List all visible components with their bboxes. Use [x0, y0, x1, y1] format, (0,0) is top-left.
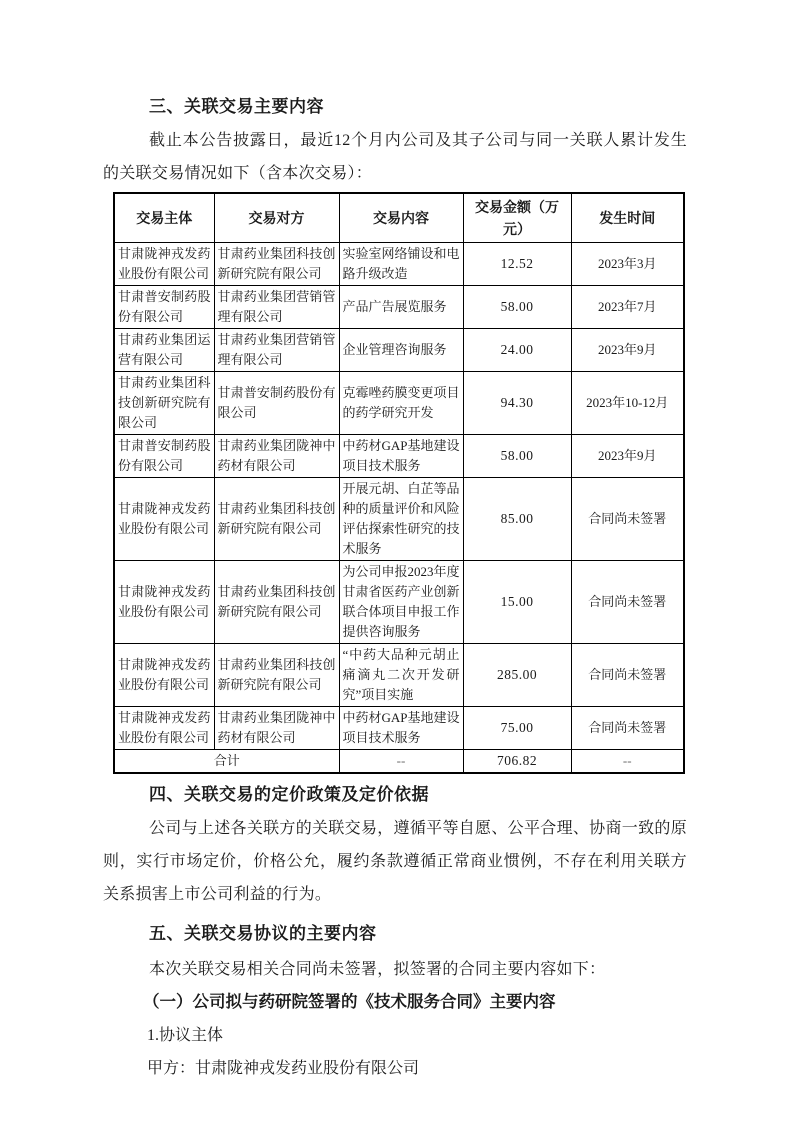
cell-subject: 甘肃药业集团运营有限公司	[114, 329, 214, 372]
cell-amount: 58.00	[463, 286, 571, 329]
cell-time: 合同尚未签署	[571, 478, 684, 561]
table-row	[114, 707, 684, 750]
cell-counterparty: 甘肃药业集团科技创新研究院有限公司	[214, 561, 339, 644]
cell-amount: 85.00	[463, 478, 571, 561]
table-row	[114, 561, 684, 644]
cell-amount: 24.00	[463, 329, 571, 372]
cell-subject: 甘肃陇神戎发药业股份有限公司	[114, 478, 214, 561]
cell-counterparty: 甘肃药业集团科技创新研究院有限公司	[214, 243, 339, 286]
cell-amount: 58.00	[463, 435, 571, 478]
section-5-paragraph: 本次关联交易相关合同尚未签署，拟签署的合同主要内容如下：	[149, 961, 606, 978]
cell-subject: 甘肃陇神戎发药业股份有限公司	[114, 707, 214, 750]
cell-counterparty: 甘肃药业集团陇神中药材有限公司	[214, 707, 339, 750]
cell-subject: 甘肃药业集团科技创新研究院有限公司	[114, 372, 214, 435]
header-cell-time: 发生时间	[571, 193, 684, 243]
section-4-heading: 四、关联交易的定价政策及定价依据	[149, 785, 429, 804]
cell-content: 为公司申报2023年度甘肃省医药产业创新联合体项目申报工作提供咨询服务	[339, 561, 463, 644]
section-5-heading: 五、关联交易协议的主要内容	[149, 924, 377, 943]
section-3-heading: 三、关联交易主要内容	[149, 97, 324, 116]
cell-time: 2023年9月	[571, 329, 684, 372]
cell-amount: 75.00	[463, 707, 571, 750]
cell-amount: 15.00	[463, 561, 571, 644]
item-1-label: 1.协议主体	[147, 1027, 224, 1044]
cell-time: 2023年3月	[571, 243, 684, 286]
cell-counterparty: 甘肃药业集团营销管理有限公司	[214, 329, 339, 372]
cell-counterparty: 甘肃药业集团陇神中药材有限公司	[214, 435, 339, 478]
cell-time: 合同尚未签署	[571, 644, 684, 707]
cell-amount: 285.00	[463, 644, 571, 707]
cell-content: 企业管理咨询服务	[339, 329, 463, 372]
related-transactions-table	[113, 192, 685, 774]
table-row	[114, 286, 684, 329]
table-total-row	[114, 750, 684, 774]
table-row	[114, 329, 684, 372]
table-row	[114, 478, 684, 561]
table-row	[114, 644, 684, 707]
table-row	[114, 243, 684, 286]
table-row	[114, 435, 684, 478]
cell-content: 产品广告展览服务	[339, 286, 463, 329]
cell-counterparty: 甘肃药业集团营销管理有限公司	[214, 286, 339, 329]
cell-subject: 甘肃普安制药股份有限公司	[114, 286, 214, 329]
total-content-cell: --	[339, 750, 463, 774]
table-header-row	[114, 193, 684, 243]
subsection-1-heading: （一）公司拟与药研院签署的《技术服务合同》主要内容	[143, 993, 556, 1011]
table-row	[114, 372, 684, 435]
cell-content: 实验室网络铺设和电路升级改造	[339, 243, 463, 286]
section-3-intro-paragraph: 截止本公告披露日，最近12个月内公司及其子公司与同一关联人累计发生的关联交易情况如下（含本次交易）：	[103, 132, 687, 182]
party-a-line: 甲方：甘肃陇神戎发药业股份有限公司	[147, 1060, 420, 1077]
cell-time: 2023年10-12月	[571, 372, 684, 435]
cell-content: 克霉唑药膜变更项目的药学研究开发	[339, 372, 463, 435]
cell-amount: 94.30	[463, 372, 571, 435]
cell-content: 中药材GAP基地建设项目技术服务	[339, 707, 463, 750]
cell-counterparty: 甘肃药业集团科技创新研究院有限公司	[214, 644, 339, 707]
cell-content: 开展元胡、白芷等品种的质量评价和风险评估探索性研究的技术服务	[339, 478, 463, 561]
cell-time: 2023年9月	[571, 435, 684, 478]
cell-subject: 甘肃陇神戎发药业股份有限公司	[114, 644, 214, 707]
header-cell-counterparty: 交易对方	[214, 193, 339, 243]
cell-counterparty: 甘肃药业集团科技创新研究院有限公司	[214, 478, 339, 561]
total-amount-cell: 706.82	[463, 750, 571, 774]
header-cell-subject: 交易主体	[114, 193, 214, 243]
cell-subject: 甘肃普安制药股份有限公司	[114, 435, 214, 478]
cell-time: 合同尚未签署	[571, 561, 684, 644]
total-time-cell: --	[571, 750, 684, 774]
cell-counterparty: 甘肃普安制药股份有限公司	[214, 372, 339, 435]
header-cell-content: 交易内容	[339, 193, 463, 243]
cell-time: 2023年7月	[571, 286, 684, 329]
total-label-cell: 合计	[114, 750, 339, 774]
cell-time: 合同尚未签署	[571, 707, 684, 750]
header-cell-amount: 交易金额（万元）	[463, 193, 571, 243]
section-4-paragraph: 公司与上述各关联方的关联交易，遵循平等自愿、公平合理、协商一致的原则，实行市场定价，价格公允，履约条款遵循正常商业惯例，不存在利用关联方关系损害上市公司利益的行为。	[103, 820, 687, 903]
cell-subject: 甘肃陇神戎发药业股份有限公司	[114, 561, 214, 644]
cell-content: 中药材GAP基地建设项目技术服务	[339, 435, 463, 478]
cell-amount: 12.52	[463, 243, 571, 286]
cell-content: “中药大品种元胡止痛滴丸二次开发研究”项目实施	[339, 644, 463, 707]
cell-subject: 甘肃陇神戎发药业股份有限公司	[114, 243, 214, 286]
